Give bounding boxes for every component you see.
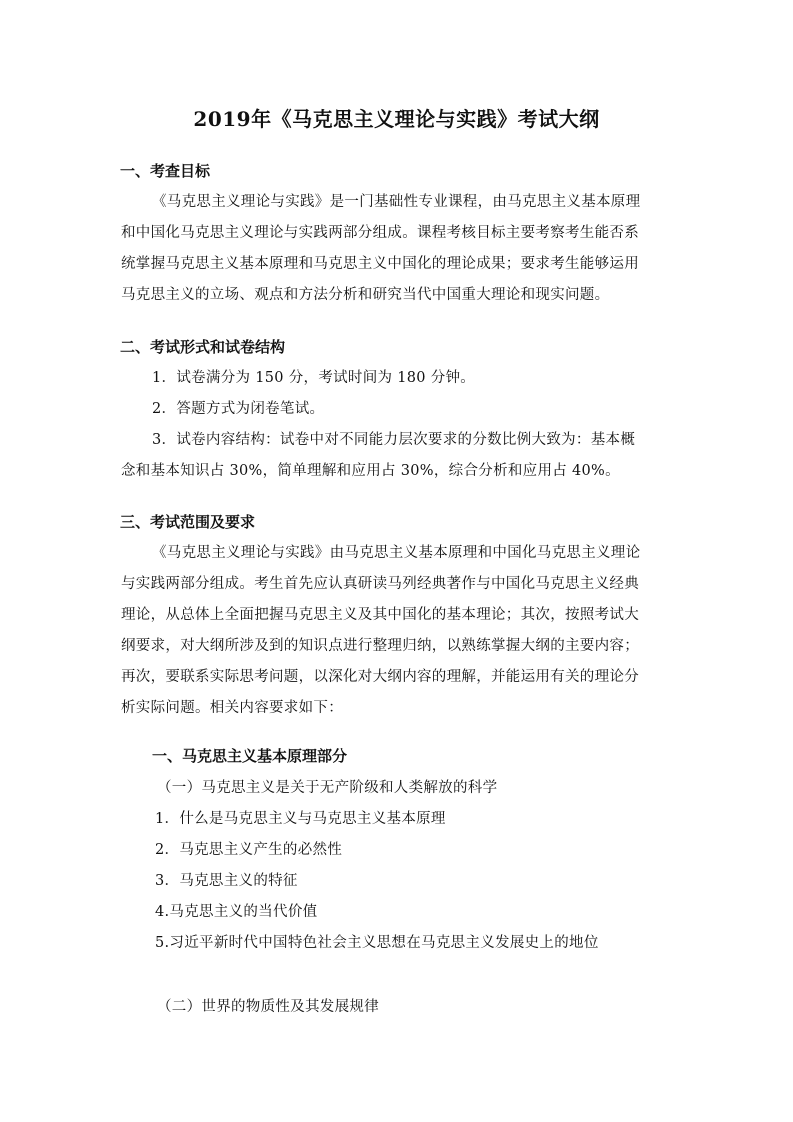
paragraph-line: 念和基本知识占 30%，简单理解和应用占 30%，综合分析和应用占 40%。 bbox=[121, 463, 620, 479]
list-item: 3．试卷内容结构：试卷中对不同能力层次要求的分数比例大致为：基本概 bbox=[152, 432, 636, 448]
list-item: 1．什么是马克思主义与马克思主义基本原理 bbox=[155, 811, 446, 827]
paragraph-line: 纲要求，对大纲所涉及到的知识点进行整理归纳，以熟练掌握大纲的主要内容； bbox=[121, 638, 639, 654]
list-item: 1．试卷满分为 150 分，考试时间为 180 分钟。 bbox=[152, 370, 476, 386]
list-item: 4.马克思主义的当代价值 bbox=[155, 904, 318, 920]
list-item: 5.习近平新时代中国特色社会主义思想在马克思主义发展史上的地位 bbox=[155, 935, 599, 951]
paragraph-line: 《马克思主义理论与实践》是一门基础性专业课程，由马克思主义基本原理 bbox=[152, 194, 641, 210]
section-heading-objectives: 一、考查目标 bbox=[120, 162, 211, 180]
paragraph-line: 再次，要联系实际思考问题，以深化对大纲内容的理解，并能运用有关的理论分 bbox=[121, 669, 639, 685]
paragraph-line: 马克思主义的立场、观点和方法分析和研究当代中国重大理论和现实问题。 bbox=[121, 287, 610, 303]
paragraph-line: 《马克思主义理论与实践》由马克思主义基本原理和中国化马克思主义理论 bbox=[152, 545, 641, 561]
subsection-heading: （一）马克思主义是关于无产阶级和人类解放的科学 bbox=[157, 780, 498, 796]
list-item: 2．答题方式为闭卷笔试。 bbox=[152, 401, 325, 417]
paragraph-line: 理论，从总体上全面把握马克思主义及其中国化的基本理论；其次，按照考试大 bbox=[121, 607, 639, 623]
section-heading-format: 二、考试形式和试卷结构 bbox=[120, 338, 286, 356]
list-item: 3．马克思主义的特征 bbox=[155, 873, 298, 889]
paragraph-line: 统掌握马克思主义基本原理和马克思主义中国化的理论成果；要求考生能够运用 bbox=[121, 256, 639, 272]
paragraph-line: 析实际问题。相关内容要求如下： bbox=[121, 700, 343, 716]
part-heading-principles: 一、马克思主义基本原理部分 bbox=[152, 747, 348, 765]
list-item: 2．马克思主义产生的必然性 bbox=[155, 842, 343, 858]
paragraph-line: 与实践两部分组成。考生首先应认真研读马列经典著作与中国化马克思主义经典 bbox=[121, 576, 639, 592]
document-title: 2019年《马克思主义理论与实践》考试大纲 bbox=[193, 107, 600, 131]
section-heading-scope: 三、考试范围及要求 bbox=[120, 513, 256, 531]
subsection-heading: （二）世界的物质性及其发展规律 bbox=[157, 999, 379, 1015]
paragraph-line: 和中国化马克思主义理论与实践两部分组成。课程考核目标主要考察考生能否系 bbox=[121, 225, 639, 241]
